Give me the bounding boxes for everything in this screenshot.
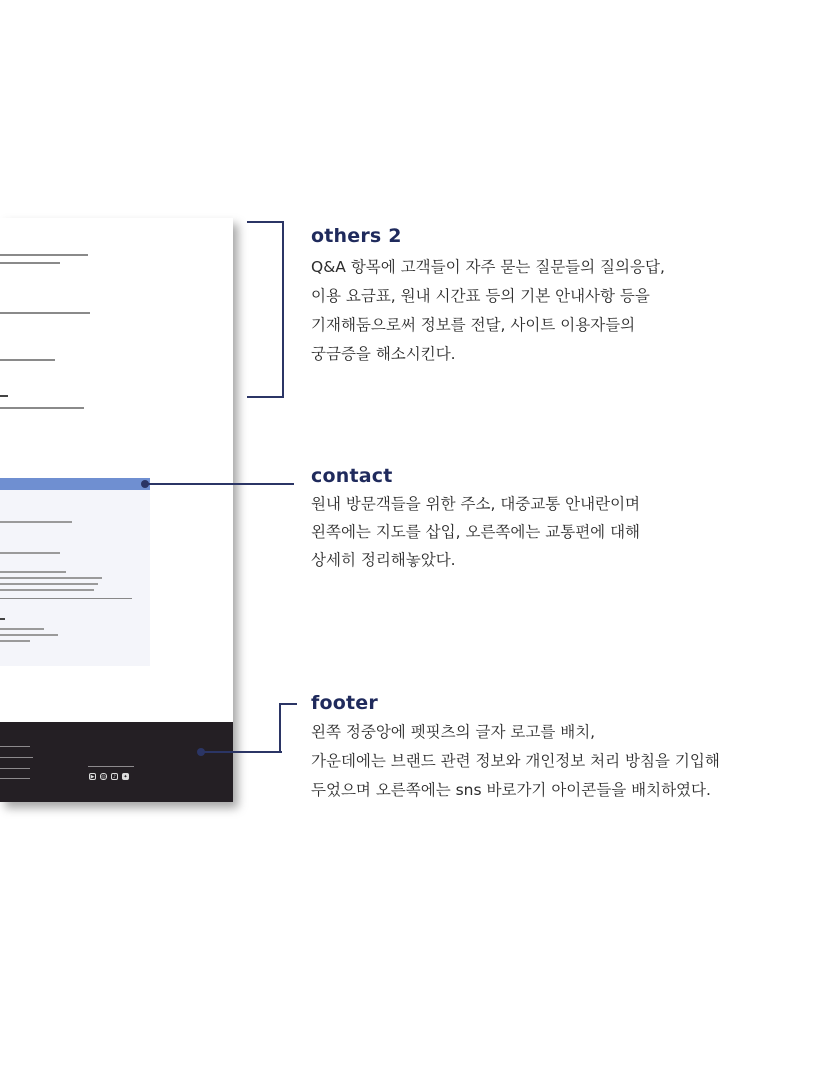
contact-connector-line [148,483,294,485]
others2-bracket-bottom [247,396,284,398]
faq-answer-line [0,406,84,410]
footer-divider [0,768,30,769]
others2-bracket-side [282,221,284,398]
website-mockup [0,218,233,802]
footer-connector-vertical [279,703,281,753]
instagram-icon[interactable]: ◎ [101,774,106,780]
faq-answer-line [0,311,90,315]
contact-note [311,465,640,574]
contact-text-line [0,640,30,642]
footer-text-line [0,778,30,779]
contact-title: contact [311,465,393,487]
contact-text-line [0,589,94,591]
others2-description [311,253,665,369]
footer-line: 왼쪽 정중앙에 펫핏츠의 글자 로고를 배치, [311,723,596,741]
footer-line: 두었으며 오른쪽에는 sns 바로가기 아이콘들을 배치하였다. [311,781,711,799]
contact-line: 왼쪽에는 지도를 삽입, 오른쪽에는 교통편에 대해 [311,523,641,541]
footer-text-line [88,766,134,767]
contact-text-line [0,628,44,630]
contact-text-line [0,521,72,523]
contact-line: 상세히 정리해놓았다. [311,551,456,569]
contact-line: 원내 방문객들을 위한 주소, 대중교통 안내란이며 [311,495,641,513]
contact-description [311,490,640,574]
contact-text-line [0,571,66,573]
contact-text-line [0,552,60,554]
website-footer [0,722,233,802]
youtube-icon[interactable]: ▶ [90,774,95,780]
others2-bracket-top [247,221,284,223]
footer-title: footer [311,692,378,714]
tiktok-icon[interactable]: ♪ [112,774,117,780]
faq-answer-line [0,261,60,265]
contact-text-line [0,583,98,585]
others2-line: 궁금증을 해소시킨다. [311,345,456,363]
faq-answer-line [0,253,88,257]
faq-answer-line [0,358,55,362]
others2-note [311,225,665,369]
footer-text-line [0,757,33,758]
contact-divider [0,598,132,599]
footer-connector-tick [279,703,297,705]
contact-text-line [0,577,102,579]
contact-subtitle [0,618,5,620]
twitter-icon[interactable]: ✦ [123,774,128,780]
footer-connector-horizontal [203,751,282,753]
others2-title: others 2 [311,225,402,247]
footer-note [311,692,720,805]
contact-text-line [0,634,58,636]
contact-section [0,478,150,666]
footer-line: 가운데에는 브랜드 관련 정보와 개인정보 처리 방침을 기입해 [311,752,720,770]
others2-line: 이용 요금표, 원내 시간표 등의 기본 안내사항 등을 [311,287,650,305]
contact-header-bar [0,478,150,490]
faq-question-line [0,394,8,398]
others2-line: 기재해둠으로써 정보를 전달, 사이트 이용자들의 [311,316,636,334]
footer-text-line [0,746,30,747]
footer-description [311,718,720,805]
others2-line: Q&A 항목에 고객들이 자주 묻는 질문들의 질의응답, [311,258,665,276]
